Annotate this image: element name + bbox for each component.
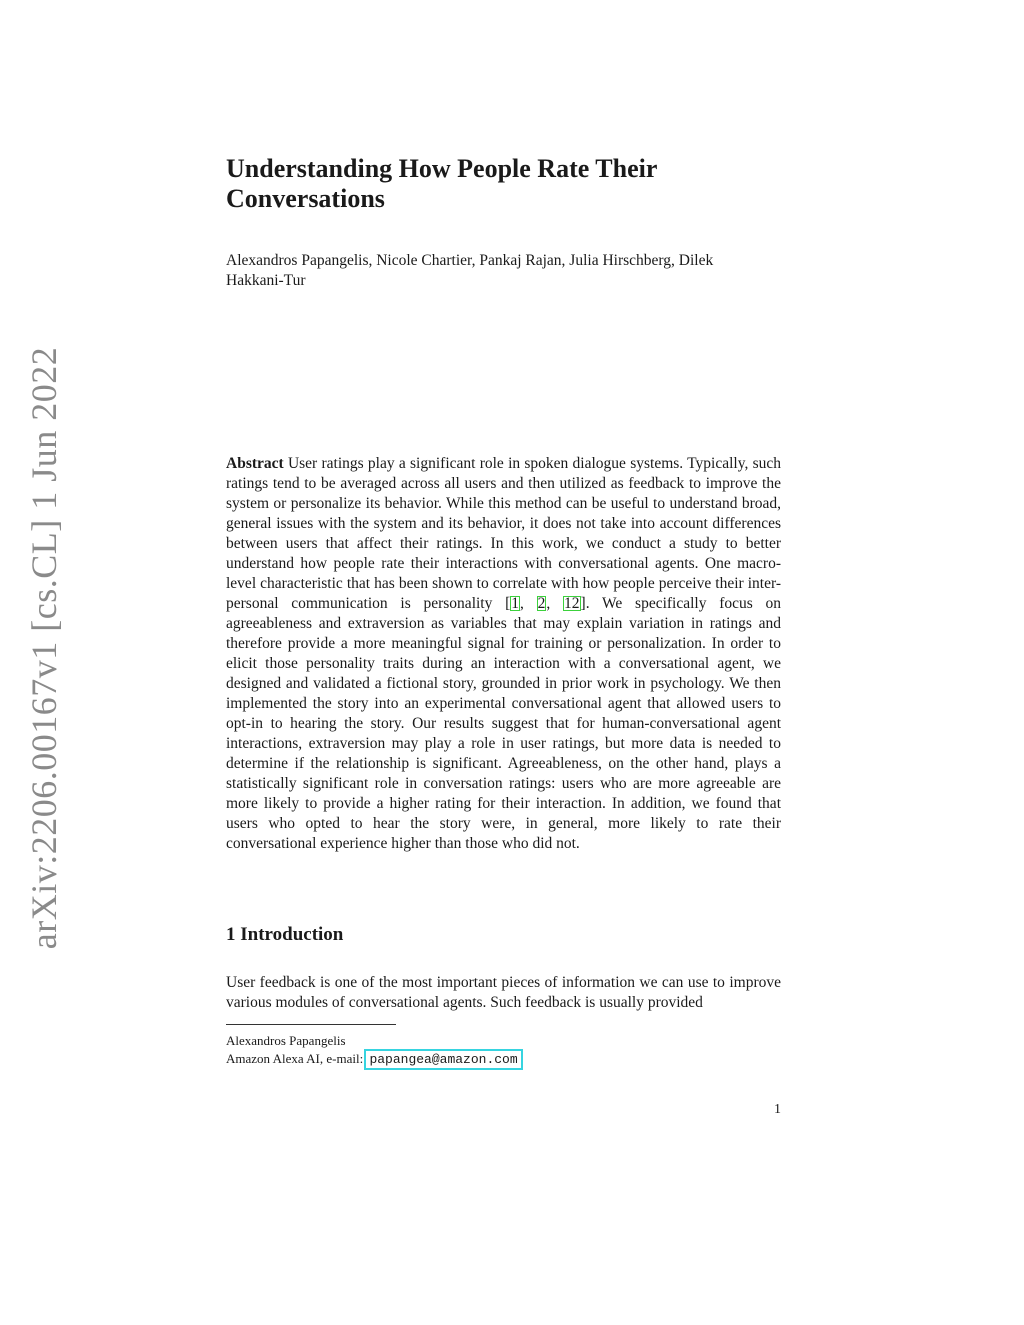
email-link[interactable]: papangea@amazon.com — [366, 1051, 520, 1068]
page-number: 1 — [774, 1102, 781, 1117]
title-line-2: Conversations — [226, 184, 385, 213]
footnote-affiliation-text: Amazon Alexa AI, e-mail: — [226, 1051, 367, 1066]
footnote-divider — [226, 1024, 396, 1025]
citation-link-12[interactable]: 12 — [564, 595, 580, 612]
title-line-1: Understanding How People Rate Their — [226, 154, 658, 183]
abstract-text-after: . We specifically focus on agreeableness and extraversion as variables that may explain variation in ratings and therefore provide a more meaningful signal for training or personalization. In order to elicit those personality traits during an interaction with a conversational agent, we designed and validated a fictional story, grounded in prior work in psychology. We then implemented the story into an experimental conversational agent that allowed users to opt-in to hearing the story. Our results suggest that for human-conversational agent interactions, extraversion may play a role in user ratings, but more data is needed to determine if the relationship is significant. Agreeableness, on the other hand, plays a statistically significant role in conversation ratings: users who are more agreeable are more likely to provide a higher rating for their interaction. In addition, we found that users who opted to hear the story were, in general, more likely to rate their conversational experience higher than those who did not. — [226, 595, 782, 852]
citation-group: [1, 2, 12] — [505, 595, 586, 612]
footnote-author-name: Alexandros Papangelis — [226, 1033, 346, 1048]
abstract-label: Abstract — [226, 455, 284, 472]
citation-link-1[interactable]: 1 — [511, 595, 520, 612]
arxiv-identifier: arXiv:2206.00167v1 [cs.CL] 1 Jun 2022 — [24, 346, 64, 950]
author-list: Alexandros Papangelis, Nicole Chartier, Pankaj Rajan, Julia Hirschberg, Dilek Hakkani-Tur — [226, 252, 714, 289]
abstract — [226, 454, 781, 854]
abstract-text-before: User ratings play a significant role in spoken dialogue systems. Typically, such ratings tend to be averaged across all users and then utilized as feedback to improve the system or personalize its behavior. While this method can be useful to understand broad, general issues with the system and its behavior, it does not take into account differences between users that affect their ratings. In this work, we conduct a study to better understand how people rate their interactions with conversational agents. One macro-level characteristic that has been shown to correlate with how people perceive their inter-personal communication is personality — [226, 455, 781, 612]
introduction-text: User feedback is one of the most important pieces of information we can use to improve various modules of conversational agents. Such feedback is usually provided — [226, 974, 781, 1011]
section-heading-introduction: 1 Introduction — [226, 924, 344, 945]
citation-link-2[interactable]: 2 — [537, 595, 546, 612]
paper-title — [226, 154, 786, 214]
footnote-affiliation — [226, 1050, 781, 1069]
author-footnote — [226, 1032, 781, 1069]
